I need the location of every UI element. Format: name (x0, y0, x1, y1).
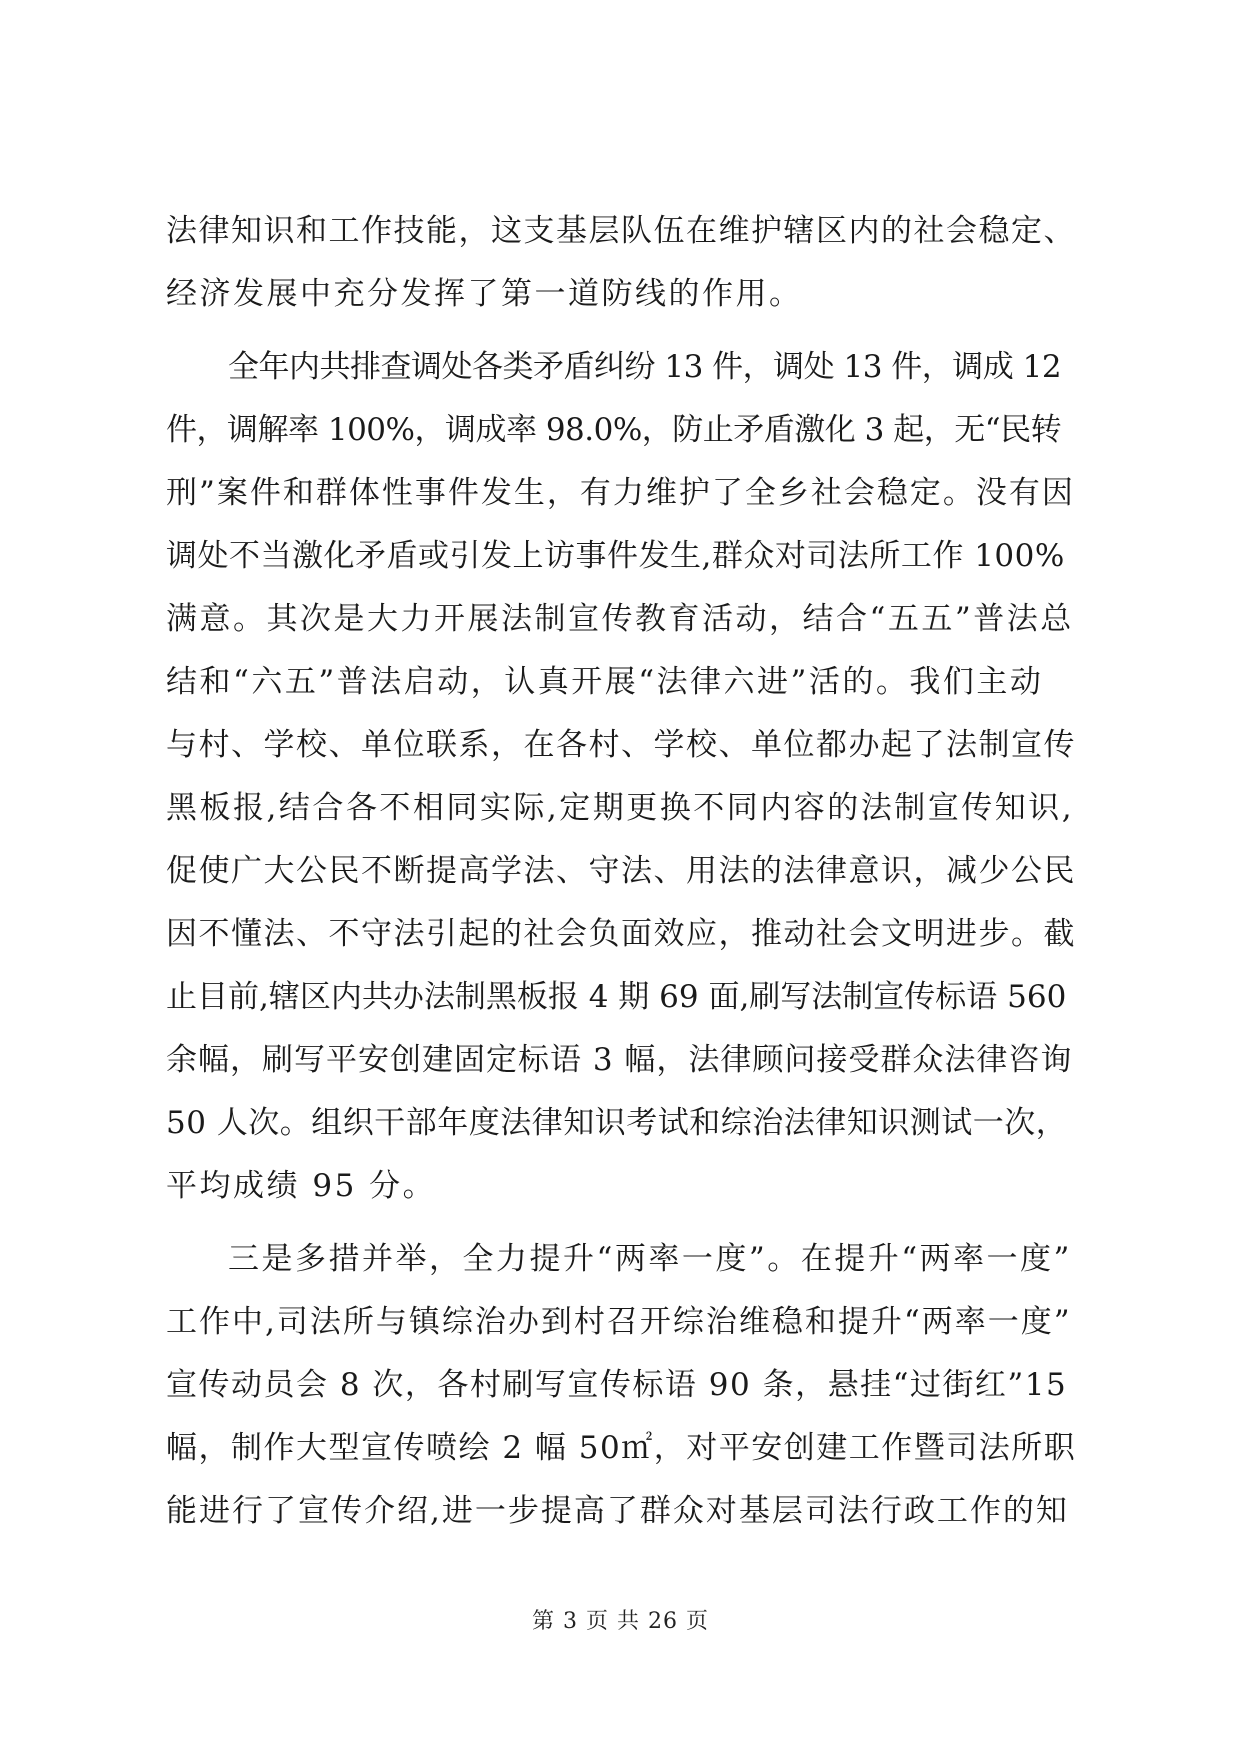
paragraph-gap (166, 326, 1076, 336)
text-line: 与村、学校、单位联系，在各村、学校、单位都办起了法制宣传 (166, 727, 1076, 763)
paragraph (166, 1228, 1076, 1543)
paragraph-gap (166, 1218, 1076, 1228)
text-line: 法律知识和工作技能，这支基层队伍在维护辖区内的社会稳定、 (166, 213, 1076, 249)
text-line: 经济发展中充分发挥了第一道防线的作用。 (166, 276, 803, 312)
text-line: 能进行了宣传介绍,进一步提高了群众对基层司法行政工作的知 (166, 1493, 1069, 1529)
text-line: 工作中,司法所与镇综治办到村召开综治维稳和提升“两率一度” (166, 1304, 1072, 1340)
text-line: 全年内共排查调处各类矛盾纠纷 13 件，调处 13 件，调成 12 (228, 349, 1062, 385)
text-line: 黑板报,结合各不相同实际,定期更换不同内容的法制宣传知识, (166, 790, 1075, 826)
text-line: 50 人次。组织干部年度法律知识考试和综治法律知识测试一次， (166, 1105, 1068, 1141)
text-line: 幅，制作大型宣传喷绘 2 幅 50㎡，对平安创建工作暨司法所职 (166, 1430, 1077, 1466)
text-line: 三是多措并举，全力提升“两率一度”。在提升“两率一度” (228, 1241, 1072, 1277)
text-line: 调处不当激化矛盾或引发上访事件发生,群众对司法所工作 100% (166, 538, 1065, 574)
text-line: 满意。其次是大力开展法制宣传教育活动，结合“五五”普法总 (166, 601, 1074, 637)
text-line: 止目前,辖区内共办法制黑板报 4 期 69 面,刷写法制宣传标语 560 (166, 979, 1067, 1015)
paragraph (166, 200, 1076, 326)
text-line: 结和“六五”普法启动，认真开展“法律六进”活的。我们主动 (166, 664, 1044, 700)
page-number-label: 第 3 页 共 26 页 (532, 1609, 709, 1634)
document-body (166, 200, 1076, 1543)
text-line: 刑”案件和群体性事件发生，有力维护了全乡社会稳定。没有因 (166, 475, 1075, 511)
page-footer (0, 1607, 1241, 1637)
text-line: 平均成绩 95 分。 (166, 1168, 437, 1204)
text-line: 件，调解率 100%，调成率 98.0%，防止矛盾激化 3 起，无“民转 (166, 412, 1062, 448)
text-line: 宣传动员会 8 次，各村刷写宣传标语 90 条，悬挂“过街红”15 (166, 1367, 1068, 1403)
text-line: 促使广大公民不断提高学法、守法、用法的法律意识，减少公民 (166, 853, 1076, 889)
text-line: 余幅，刷写平安创建固定标语 3 幅，法律顾问接受群众法律咨询 (166, 1042, 1073, 1078)
text-line: 因不懂法、不守法引起的社会负面效应，推动社会文明进步。截 (166, 916, 1076, 952)
paragraph (166, 336, 1076, 1218)
